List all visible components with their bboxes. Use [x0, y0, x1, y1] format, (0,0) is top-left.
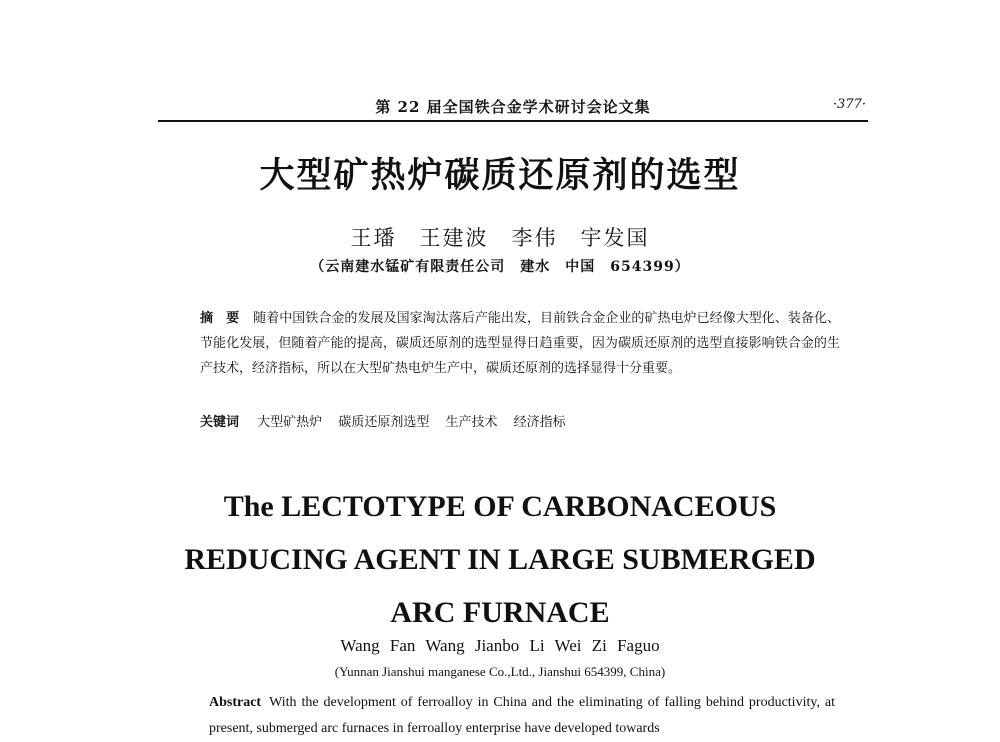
abstract-english-label: Abstract	[209, 695, 262, 710]
keywords-label: 关键词	[200, 415, 240, 430]
authors-chinese: 王璠 王建波 李伟 宇发国	[350, 226, 650, 250]
keyword-item: 生产技术	[445, 415, 498, 430]
journal-title: 第 22 届全国铁合金学术研讨会论文集	[375, 98, 651, 116]
paper-title-english	[0, 480, 1000, 639]
abstract-chinese	[200, 306, 840, 381]
abstract-chinese-label: 摘 要	[200, 311, 240, 326]
keyword-item: 碳质还原剂选型	[338, 415, 430, 430]
abstract-english	[209, 690, 835, 742]
keyword-item: 大型矿热炉	[257, 415, 323, 430]
keyword-item: 经济指标	[513, 415, 566, 430]
affiliation-english: (Yunnan Jianshui manganese Co.,Ltd., Jianshui 654399, China)	[334, 664, 666, 679]
running-header	[158, 92, 868, 122]
abstract-english-text: With the development of ferroalloy in China and the eliminating of falling behind productivity, at present, submerged arc furnaces in ferroalloy enterprise have developed towards	[209, 695, 835, 736]
page-number: ·377·	[832, 97, 866, 112]
abstract-chinese-text: 随着中国铁合金的发展及国家淘汰落后产能出发，目前铁合金企业的矿热电炉已经像大型化、装备化、节能化发展，但随着产能的提高，碳质还原剂的选型显得日趋重要，因为碳质还原剂的选型直接影响铁合金的生产技术，经济指标，所以在大型矿热电炉生产中，碳质还原剂的选择显得十分重要。	[200, 311, 840, 376]
paper-title-chinese: 大型矿热炉碳质还原剂的选型	[259, 156, 741, 196]
title-english-line-1: The LECTOTYPE OF CARBONACEOUS	[223, 490, 777, 523]
authors-english: Wang Fan Wang Jianbo Li Wei Zi Faguo	[340, 636, 660, 655]
keywords-chinese	[200, 411, 840, 430]
title-english-line-2: REDUCING AGENT IN LARGE SUBMERGED	[184, 543, 816, 576]
title-english-line-3: ARC FURNACE	[390, 596, 610, 629]
affiliation-chinese: （云南建水锰矿有限责任公司 建水 中国 654399）	[310, 259, 690, 275]
